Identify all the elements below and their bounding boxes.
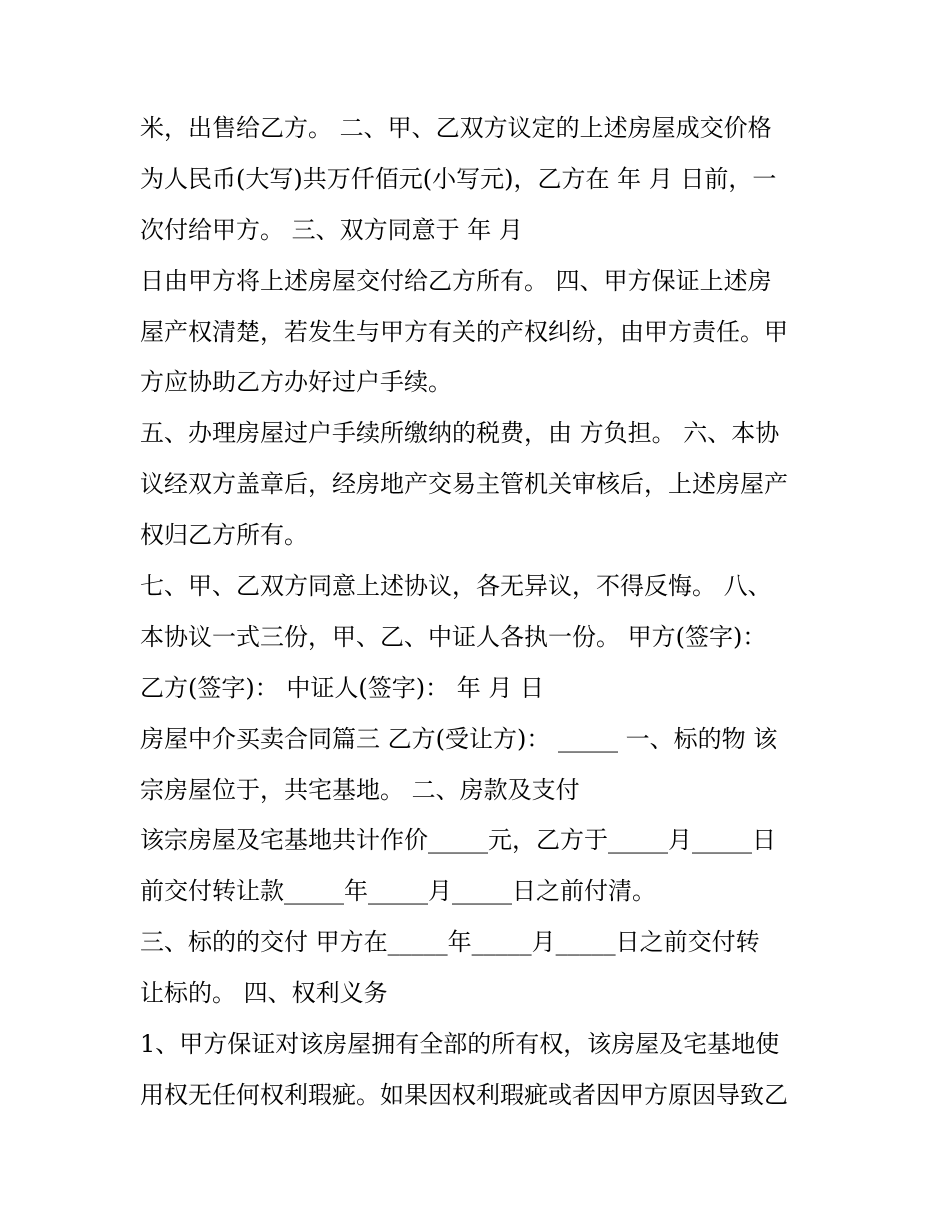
contract-text	[140, 103, 840, 1121]
text-line-19: 1、甲方保证对该房屋拥有全部的所有权，该房屋及宅基地使	[140, 1030, 780, 1059]
text-line-17: 三、标的的交付 甲方在_____年_____月_____日之前交付转	[140, 928, 760, 957]
text-line-9: 权归乙方所有。	[140, 521, 308, 550]
text-line-8: 议经双方盖章后，经房地产交易主管机关审核后，上述房屋产	[140, 470, 788, 499]
text-line-12: 乙方(签字)： 中证人(签字)： 年 月 日	[140, 673, 544, 702]
text-line-10: 七、甲、乙双方同意上述协议，各无异议，不得反悔。 八、	[140, 572, 772, 601]
text-line-14: 宗房屋位于，共宅基地。 二、房款及支付	[140, 775, 580, 804]
text-line-5: 屋产权清楚，若发生与甲方有关的产权纠纷，由甲方责任。甲	[140, 317, 788, 346]
text-line-1: 米，出售给乙方。 二、甲、乙双方议定的上述房屋成交价格	[140, 114, 772, 142]
text-line-20: 用权无任何权利瑕疵。如果因权利瑕疵或者因甲方原因导致乙	[140, 1080, 788, 1109]
text-line-2: 为人民币(大写)共万仟佰元(小写元)，乙方在 年 月 日前，一	[140, 164, 777, 193]
text-line-3: 次付给甲方。 三、双方同意于 年 月	[140, 215, 523, 244]
text-line-13: 房屋中介买卖合同篇三 乙方(受让方)： _____ 一、标的物 该	[140, 724, 778, 753]
text-line-15: 该宗房屋及宅基地共计作价_____元，乙方于_____月_____日	[140, 826, 776, 855]
text-line-7: 五、办理房屋过户手续所缴纳的税费，由 方负担。 六、本协	[140, 419, 780, 448]
text-line-18: 让标的。 四、权利义务	[140, 979, 388, 1008]
text-line-4: 日由甲方将上述房屋交付给乙方所有。 四、甲方保证上述房	[140, 266, 772, 295]
text-line-16: 前交付转让款_____年_____月_____日之前付清。	[140, 877, 656, 906]
text-line-6: 方应协助乙方办好过户手续。	[140, 368, 452, 397]
text-line-11: 本协议一式三份，甲、乙、中证人各执一份。 甲方(签字)：	[140, 622, 767, 651]
